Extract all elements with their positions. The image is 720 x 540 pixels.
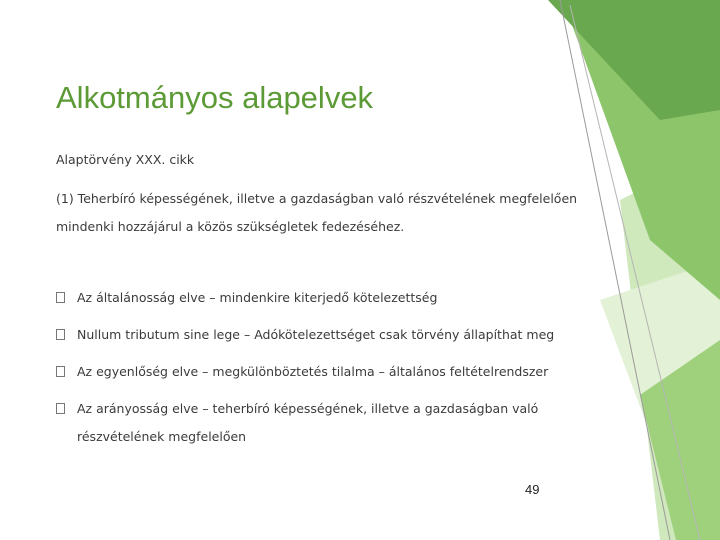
paragraph-line-2: mindenki hozzájárul a közös szükségletek fedezéséhez. [56,219,405,234]
article-reference: Alaptörvény XXX. cikk [56,152,195,167]
bullet-text: Az egyenlőség elve – megkülönböztetés tilalma – általános feltételrendszer [77,364,549,379]
bullet-item-4-continuation: részvételének megfelelően [77,429,247,444]
slide-title: Alkotmányos alapelvek [56,80,374,115]
bullet-text: Az arányosság elve – teherbíró képességének, illetve a gazdaságban való [77,401,539,416]
bullet-text: Nullum tributum sine lege – Adókötelezettséget csak törvény állapíthat meg [77,327,555,342]
square-bullet-icon [56,403,65,414]
square-bullet-icon [56,292,65,303]
square-bullet-icon [56,329,65,340]
square-bullet-icon [56,366,65,377]
page-number: 49 [525,482,540,497]
bullet-text: Az általánosság elve – mindenkire kiterjedő kötelezettség [77,290,438,305]
paragraph-line-1: (1) Teherbíró képességének, illetve a gazdaságban való részvételének megfelelően [56,191,578,206]
